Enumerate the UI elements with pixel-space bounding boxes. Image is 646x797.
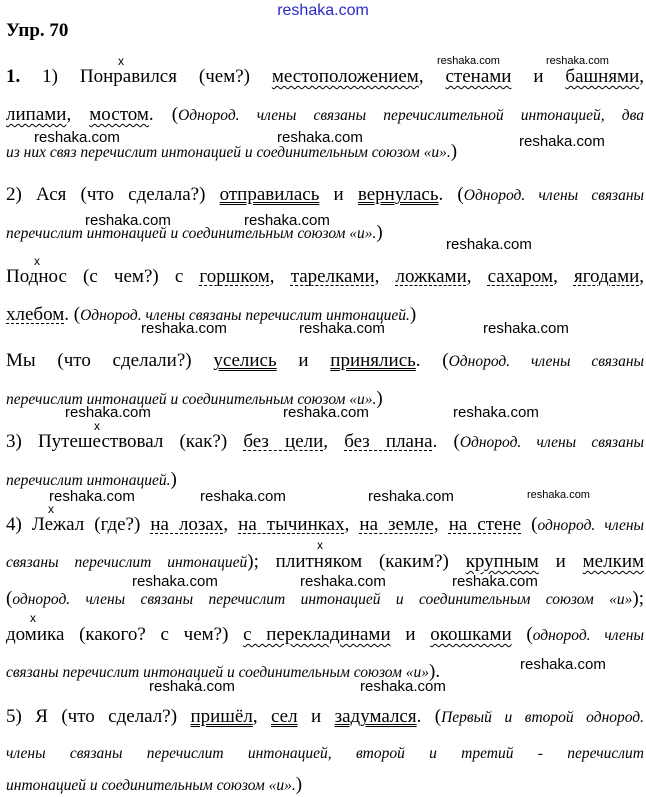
site-watermark: reshaka.com: [277, 2, 369, 19]
text-line: домика (какого? с чем?) с перекладинами и окошками (однород. члены: [6, 624, 644, 645]
text-line: 2) Ася (что сделала?) отправилась и вернулась. (Однород. члены связаны: [6, 184, 645, 205]
text-line: перечислит интонацией и соединительным союзом «и».): [6, 388, 383, 409]
text-line: 1. 1) Понравился (чем?) местоположением, стенами и башнями,: [6, 66, 645, 87]
text-line: (однород. члены связаны перечислит интонацией и соединительным союзом «и»);: [6, 588, 644, 609]
x-mark: x: [30, 611, 36, 625]
text-line: интонацией и соединительным союзом «и».): [6, 774, 303, 795]
watermark: reshaka.com: [368, 488, 454, 505]
watermark: reshaka.com: [49, 488, 135, 505]
watermark: reshaka.com: [527, 489, 590, 501]
text-line: из них связ перечислит интонацией и соединительным союзом «и».): [6, 141, 458, 162]
text-line: хлебом. (Однород. члены связаны перечислит интонацией.): [6, 304, 417, 325]
text-line: 4) Лежал (где?) на лозах, на тычинках, на земле, на стене (однород. члены: [6, 514, 645, 535]
watermark: reshaka.com: [34, 129, 120, 146]
watermark: reshaka.com: [437, 55, 500, 67]
x-mark: x: [94, 419, 100, 433]
watermark: reshaka.com: [65, 404, 151, 421]
x-mark: x: [48, 502, 54, 516]
watermark: reshaka.com: [360, 678, 446, 695]
watermark: reshaka.com: [453, 404, 539, 421]
text-line: члены связаны перечислит интонацией, второй и третий - перечислит: [6, 745, 644, 762]
text-line: 5) Я (что сделал?) пришёл, сел и задумался. (Первый и второй однород.: [6, 706, 645, 727]
text-line: липами, мостом. (Однород. члены связаны перечислительной интонацией, два: [6, 104, 644, 125]
watermark: reshaka.com: [446, 236, 532, 253]
x-mark: x: [34, 254, 40, 268]
text-line: Мы (что сделали?) уселись и принялись. (Однород. члены связаны: [6, 350, 644, 371]
watermark: reshaka.com: [132, 573, 218, 590]
watermark: reshaka.com: [200, 488, 286, 505]
text-line: Поднос (с чем?) с горшком, тарелками, ложками, сахаром, ягодами,: [6, 266, 645, 287]
x-mark: x: [317, 538, 323, 552]
text-line: связаны перечислит интонацией); плитняком (каким?) крупным и мелким: [6, 551, 645, 572]
watermark: reshaka.com: [300, 573, 386, 590]
watermark: reshaka.com: [299, 320, 385, 337]
watermark: reshaka.com: [452, 573, 538, 590]
watermark: reshaka.com: [520, 656, 606, 673]
watermark: reshaka.com: [283, 404, 369, 421]
text-line: связаны перечислит интонацией и соединительным союзом «и»).: [6, 661, 441, 682]
watermark: reshaka.com: [149, 678, 235, 695]
exercise-title: Упр. 70: [6, 20, 69, 41]
text-line: перечислит интонацией и соединительным союзом «и».): [6, 222, 383, 243]
watermark: reshaka.com: [277, 129, 363, 146]
text-line: перечислит интонацией.): [6, 469, 177, 490]
watermark: reshaka.com: [244, 212, 330, 229]
x-mark: x: [118, 54, 124, 68]
text-line: 3) Путешествовал (как?) без цели, без плана. (Однород. члены связаны: [6, 431, 645, 452]
watermark: reshaka.com: [85, 212, 171, 229]
watermark: reshaka.com: [141, 320, 227, 337]
watermark: reshaka.com: [546, 55, 609, 67]
watermark: reshaka.com: [519, 133, 605, 150]
watermark: reshaka.com: [483, 320, 569, 337]
